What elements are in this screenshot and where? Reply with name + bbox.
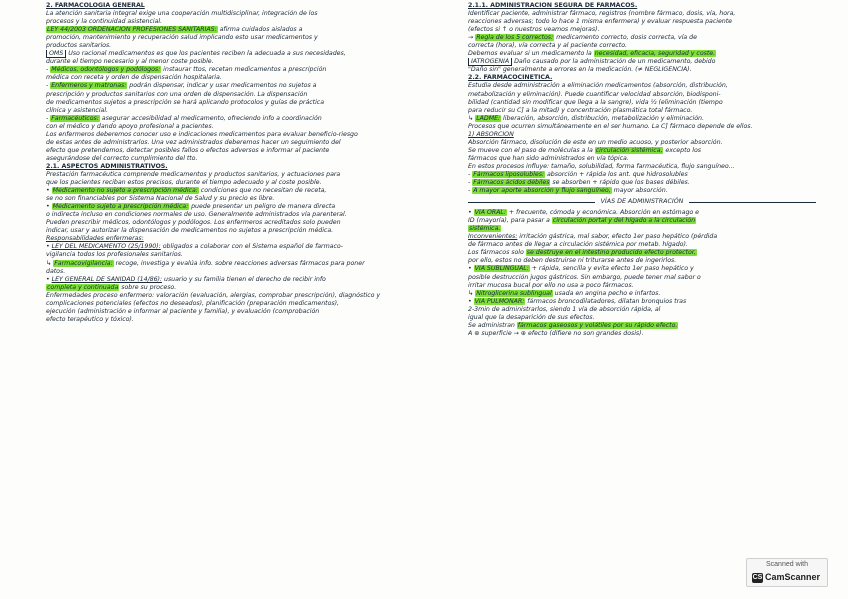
note-line: Prestación farmacéutica comprende medicamentos y productos sanitarios, y actuaciones para xyxy=(46,170,341,178)
highlighted-text: Medicamento sujeto a prescripción médica: xyxy=(52,203,189,211)
section-heading: 2.2. FARMACOCINÉTICA. xyxy=(468,74,553,82)
highlighted-text: Enfermeros y matronas: xyxy=(51,82,127,90)
note-line: • Medicamento sujeto a prescripción médica: puede presentar un peligro de manera directa xyxy=(46,203,336,211)
highlighted-text: Farmacéuticos: xyxy=(51,114,99,122)
note-line: Se mueve con el paso de moléculas a la circulación sistémica, excepto los xyxy=(468,146,701,154)
section-heading: 2.1. ASPECTOS ADMINISTRATIVOS. xyxy=(46,162,168,170)
note-line: correcta (hora), vía correcta y al paciente correcto. xyxy=(468,42,627,50)
note-line: promoción, mantenimiento y recuperación salud implicando esto usar medicamentos y xyxy=(46,34,318,42)
section-divider xyxy=(468,197,816,207)
note-line: - Médicos, odontólogos y podólogos: instaurar ttos, recetan medicamentos a prescripción xyxy=(46,66,327,74)
note-line: Inconvenientes: irritación gástrica, mal sabor, efecto 1er paso hepático (pérdida xyxy=(468,233,718,241)
camscanner-logo-icon: CS xyxy=(752,574,763,581)
highlighted-text: necesidad, eficacia, seguridad y coste. xyxy=(594,50,716,58)
note-line: asegurándose del correcto cumplimiento del tto. xyxy=(46,154,198,162)
note-line: Procesos que ocurren simultáneamente en el ser humano. La C] fármaco depende de ellos. xyxy=(468,122,753,130)
note-line: • LEY DEL MEDICAMENTO (25/1990): obligados a colaborar con el Sistema español de farmaco- xyxy=(46,243,343,251)
note-line: fármacos que han sido administrados en vía tópica. xyxy=(468,154,629,162)
note-line: LEY 44/2003 ORDENACIÓN PROFESIONES SANITARIAS: afirma cuidados aislados a xyxy=(47,26,303,34)
note-line: para reducir su C] a la mitad) y concentración plasmática total fármaco. xyxy=(468,106,693,114)
highlighted-text: se destruye en el intestino producido efecto protector, xyxy=(526,249,696,257)
highlighted-text: Fármacos ácidos débiles xyxy=(473,179,550,187)
divider-rule xyxy=(689,202,816,203)
note-line: Pueden prescribir médicos, odontólogos y podólogos. Los enfermeros acreditados solo pueden xyxy=(46,219,341,227)
watermark-line2: CamScanner xyxy=(765,572,821,582)
note-line: ID (mayoría), para pasar a circulación portal y del hígado a la circulación xyxy=(468,217,696,225)
note-line: Enfermedades proceso enfermero: valoración (evaluación, alergias, comprobar prescripción), diagnóstico y xyxy=(46,291,381,299)
note-line: reacciones adversas; todo lo hace 1 misma enfermera) y evaluar respuesta paciente xyxy=(468,18,732,26)
note-line: 1) ABSORCIÓN xyxy=(468,130,514,138)
note-line: En estos procesos influye: tamaño, solubilidad, forma farmacéutica, flujo sanguíneo... xyxy=(468,162,735,170)
note-line: Se administran fármacos gaseosos y volátiles por su rápido efecto. xyxy=(468,321,678,329)
note-line: datos. xyxy=(46,267,66,275)
note-line: de fármaco antes de llegar a circulación sistémica por metab. hígado). xyxy=(468,241,688,249)
left-column xyxy=(46,2,446,324)
highlighted-text: Farmacovigilancia: xyxy=(54,259,113,267)
note-line: • LEY GENERAL DE SANIDAD (14/86): usuario y su familia tienen el derecho de recibir info xyxy=(46,275,326,283)
note-line: por ello, estos no deben destruirse ni triturarse antes de ingerirlos. xyxy=(468,257,677,265)
highlighted-text: VÍA PULMONAR: xyxy=(474,297,525,305)
note-line: - A mayor aporte absorción y flujo sanguíneo, mayor absorción. xyxy=(468,187,668,195)
highlighted-text: Medicamento no sujeto a prescripción médica: xyxy=(52,187,198,195)
highlighted-text: LADME: xyxy=(476,114,501,122)
highlighted-text: LEY 44/2003 ORDENACIÓN PROFESIONES SANITARIAS: xyxy=(47,26,217,34)
note-line: 2-3min de administrarlos, siendo 1 vía de absorción rápida, al xyxy=(468,305,661,313)
section-heading: 2.1.1. ADMINISTRACIÓN SEGURA DE FÁRMACOS. xyxy=(468,2,638,9)
note-line: de medicamentos sujetos a prescripción se hará aplicando protocolos y guías de práctica xyxy=(46,98,325,106)
note-line: que los pacientes reciban estos precisos, durante el tiempo adecuado y al coste posible. xyxy=(46,179,322,187)
note-line: ejecución (administración e informar al paciente y familia), y evaluación (comprobación xyxy=(46,307,320,315)
boxed-term: IATROGENIA xyxy=(468,58,512,66)
note-line: • VÍA PULMONAR: fármacos broncodilatadores, dilatan bronquios tras xyxy=(468,297,687,305)
note-line: "Daño sin" generalmente a errores en la medicación. (≠ NEGLIGENCIA). xyxy=(468,66,692,74)
note-line: - Fármacos liposolubles: absorción + rápida los ant. que hidrosolubles xyxy=(468,170,688,178)
right-column xyxy=(468,2,816,338)
note-line: productos sanitarios. xyxy=(46,42,112,50)
note-line: • VÍA ORAL: + frecuente, cómoda y económica. Absorción en estómago e xyxy=(468,209,699,217)
highlighted-text: VÍA SUBLINGUAL: xyxy=(474,265,529,273)
boxed-term: OMS xyxy=(46,50,66,58)
underlined-text: LEY DEL MEDICAMENTO (25/1990): xyxy=(51,243,161,251)
note-line: indicar, usar y autorizar la dispensación de medicamentos no sujetos a prescripción médica. xyxy=(46,227,334,235)
note-line: efecto que pretendemos, detectar posibles fallos o efectos adversos e informar al paciente xyxy=(46,146,330,154)
highlighted-text: Nitroglicerina sublingual xyxy=(476,289,552,297)
section-heading: 2. FARMACOLOGÍA GENERAL xyxy=(46,2,145,9)
note-line: efecto terapéutico y tóxico). xyxy=(46,315,134,323)
note-line: con el médico y dando apoyo profesional a pacientes. xyxy=(46,122,214,130)
note-line: vigilancia todos los profesionales sanitarios. xyxy=(46,251,183,259)
highlighted-text: fármacos gaseosos y volátiles por su rápido efecto. xyxy=(517,321,678,329)
note-line: Identificar paciente, administrar fármaco, registros (nombre fármaco, dosis, vía, hora, xyxy=(468,10,736,18)
note-line: completa y continuada sobre su proceso. xyxy=(47,283,177,291)
note-line: procesos y la continuidad asistencial. xyxy=(46,18,163,26)
highlighted-text: circulación sistémica, xyxy=(595,146,663,154)
note-line: o indirecta incluso en condiciones normales de uso. Generalmente administrados vía parenteral. xyxy=(46,211,347,219)
note-line: igual que la desaparición de sus efectos. xyxy=(468,313,595,321)
note-line: Los fármacos solo se destruye en el intestino producido efecto protector, xyxy=(468,249,696,257)
note-line: • VÍA SUBLINGUAL: + rápida, sencilla y evita efecto 1er paso hepático y xyxy=(468,265,694,273)
note-line: clínica y asistencial. xyxy=(46,106,108,114)
note-line: Debemos evaluar si un medicamento la necesidad, eficacia, seguridad y coste. xyxy=(468,50,716,58)
divider-rule xyxy=(468,202,595,203)
note-line xyxy=(468,225,816,233)
highlighted-text: Fármacos liposolubles: xyxy=(473,170,544,178)
divider-label: VÍAS DE ADMINISTRACIÓN xyxy=(600,198,684,206)
note-line: Absorción fármaco, disolución de este en un medio acuoso, y posterior absorción. xyxy=(468,138,723,146)
note-line: ↳ Nitroglicerina sublingual usada en angina pecho e infartos. xyxy=(468,289,661,297)
camscanner-watermark xyxy=(746,558,828,587)
note-line: ↳ Farmacovigilancia: recoge, investiga y evalúa info. sobre reacciones adversas fármacos para poner xyxy=(46,259,365,267)
note-line: bilidad (cantidad sin modificar que llega a la sangre), vida ½ (eliminación (tiempo xyxy=(468,98,723,106)
note-line: → Regla de los 5 correctos: medicamento correcto, dosis correcta, vía de xyxy=(468,34,697,42)
note-line: posible destrucción jugos gástricos. Sin embargo, puede tener mal sabor o xyxy=(468,273,701,281)
note-line: prescripción y productos sanitarios con una orden de dispensación. La dispensación xyxy=(46,90,308,98)
watermark-line1: Scanned with xyxy=(765,561,809,568)
note-line: OMS Uso racional medicamentos es que los pacientes reciben la adecuada a sus necesidades, xyxy=(46,50,446,58)
note-line: - Enfermeros y matronas: podrán dispensar, indicar y usar medicamentos no sujetos a xyxy=(46,82,317,90)
note-line: metabolización y eliminación). Puede cuantificar velocidad absorción, biodisponi- xyxy=(468,90,721,98)
note-line: ↳ LADME: liberación, absorción, distribución, metabolización y eliminación. xyxy=(468,114,704,122)
note-line: de estas antes de administrarlos. Una vez administrados deberemos hacer un seguimiento del xyxy=(46,138,341,146)
note-line: Estudia desde administración a eliminación medicamentos (absorción, distribución, xyxy=(468,82,728,90)
highlighted-text: A mayor aporte absorción y flujo sanguíneo, xyxy=(473,187,611,195)
highlighted-text: Regla de los 5 correctos: xyxy=(476,34,554,42)
note-line: (efectos si ↑ o nuestros veamos mejoras). xyxy=(468,26,600,34)
note-line: A ⊕ superficie → ⊕ efecto (difiere no son grandes dosis). xyxy=(468,329,644,337)
note-line: La atención sanitaria integral exige una cooperación multidisciplinar, integración de los xyxy=(46,10,318,18)
note-line: complicaciones potenciales (efectos no deseados), planificación (preparación medicamentos), xyxy=(46,299,339,307)
note-line: - Fármacos ácidos débiles se absorben + rápido que los bases débiles. xyxy=(468,179,690,187)
note-line: Responsabilidades enfermeras: xyxy=(46,235,144,243)
note-line: irritar mucosa bucal por ello no usa a poco fármacos. xyxy=(468,281,634,289)
note-line: Los enfermeros deberemos conocer uso e indicaciones medicamentos para evaluar beneficio-riesgo xyxy=(46,130,358,138)
note-line: • Medicamento no sujeto a prescripción médica: condiciones que no necesitan de receta, xyxy=(46,187,327,195)
note-line: médica con receta y orden de dispensación hospitalaria. xyxy=(46,74,222,82)
underlined-text: LEY GENERAL DE SANIDAD (14/86): xyxy=(51,275,163,283)
note-line: IATROGENIA Daño causado por la administración de un medicamento, debido xyxy=(468,58,816,66)
highlighted-text: completa y continuada xyxy=(47,283,119,291)
highlighted-text: Médicos, odontólogos y podólogos: xyxy=(51,66,161,74)
note-line: durante el tiempo necesario y al menor coste posible. xyxy=(46,58,214,66)
highlighted-text: VÍA ORAL: xyxy=(474,209,506,217)
note-line: - Farmacéuticos: asegurar accesibilidad al medicamento, ofreciendo info a coordinación xyxy=(46,114,322,122)
note-line: se no son financiables por Sistema Nacional de Salud y su precio es libre. xyxy=(46,195,275,203)
highlighted-text: circulación portal y del hígado a la circulación xyxy=(552,217,696,225)
underlined-text: Inconvenientes: xyxy=(468,233,518,241)
highlighted-text: sistémica. xyxy=(469,225,501,233)
